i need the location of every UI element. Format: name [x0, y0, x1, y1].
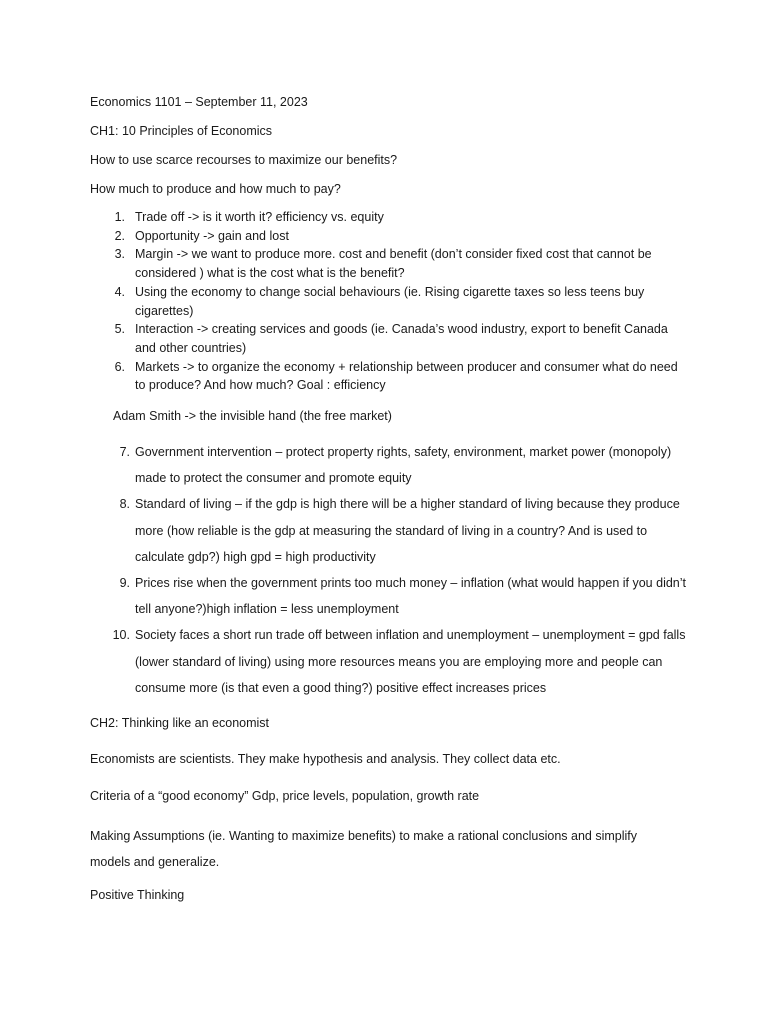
- list-text: Prices rise when the government prints too much money – inflation (what would happen if you didn’t tell anyone?)high inflation = less unemployment: [135, 576, 686, 617]
- list-number: 6.: [114, 359, 125, 374]
- list-number: 8.: [119, 497, 130, 512]
- list-number: 10.: [112, 628, 130, 643]
- list-number: 3.: [114, 247, 125, 262]
- document-header: Economics 1101 – September 11, 2023: [90, 95, 308, 109]
- list-number: 7.: [119, 445, 130, 459]
- list-number: 4.: [114, 284, 125, 299]
- list-item: [90, 320, 690, 357]
- list-item: [90, 622, 690, 701]
- list-number: 1.: [114, 210, 125, 224]
- list-item: [90, 245, 690, 282]
- list-item: [90, 439, 690, 491]
- list-text: Interaction -> creating services and goods (ie. Canada’s wood industry, export to benefit Canada and other countries): [135, 322, 668, 355]
- chapter-2-title: CH2: Thinking like an economist: [90, 716, 270, 730]
- list-text: Standard of living – if the gdp is high there will be a higher standard of living because they produce more (how reliable is the gdp at measuring the standard of living in a country? And is used to calculate gdp?) high gpd = high productivity: [135, 497, 680, 564]
- chapter-1-title: CH1: 10 Principles of Economics: [90, 124, 273, 138]
- list-text: Society faces a short run trade off between inflation and unemployment – unemployment = gpd falls (lower standard of living) using more resources means you are employing more and people can consume more (is that even a good thing?) positive effect increases prices: [135, 628, 686, 695]
- adam-smith-note: Adam Smith -> the invisible hand (the free market): [113, 409, 392, 423]
- paragraph-assumptions: Making Assumptions (ie. Wanting to maximize benefits) to make a rational conclusions and simplify models and generalize.: [90, 829, 637, 869]
- list-item: [90, 491, 690, 570]
- list-item: [90, 570, 690, 622]
- list-number: 5.: [114, 322, 125, 337]
- list-text: Trade off -> is it worth it? efficiency vs. equity: [135, 210, 384, 224]
- list-item: [90, 227, 690, 246]
- principles-list-part-2: [90, 439, 690, 701]
- principles-list-part-1: [90, 208, 690, 395]
- list-number: 2.: [114, 228, 125, 243]
- paragraph-scientists: Economists are scientists. They make hypothesis and analysis. They collect data etc.: [90, 752, 561, 766]
- question-produce-pay: How much to produce and how much to pay?: [90, 182, 341, 196]
- list-item: [90, 358, 690, 395]
- list-number: 9.: [119, 576, 130, 591]
- list-text: Using the economy to change social behaviours (ie. Rising cigarette taxes so less teens buy cigarettes): [135, 284, 645, 318]
- question-scarce-resources: How to use scarce recourses to maximize our benefits?: [90, 153, 398, 167]
- paragraph-positive-thinking: Positive Thinking: [90, 888, 185, 902]
- paragraph-good-economy: Criteria of a “good economy” Gdp, price levels, population, growth rate: [90, 789, 480, 803]
- list-item: [90, 208, 690, 227]
- list-text: Opportunity -> gain and lost: [135, 228, 289, 243]
- list-text: Government intervention – protect property rights, safety, environment, market power (monopoly) made to protect the consumer and promote equity: [135, 445, 672, 486]
- list-text: Markets -> to organize the economy + relationship between producer and consumer what do need to produce? And how much? Goal : efficiency: [135, 359, 678, 393]
- list-item: [90, 283, 690, 320]
- list-text: Margin -> we want to produce more. cost and benefit (don’t consider fixed cost that cannot be considered ) what is the cost what is the benefit?: [135, 247, 652, 281]
